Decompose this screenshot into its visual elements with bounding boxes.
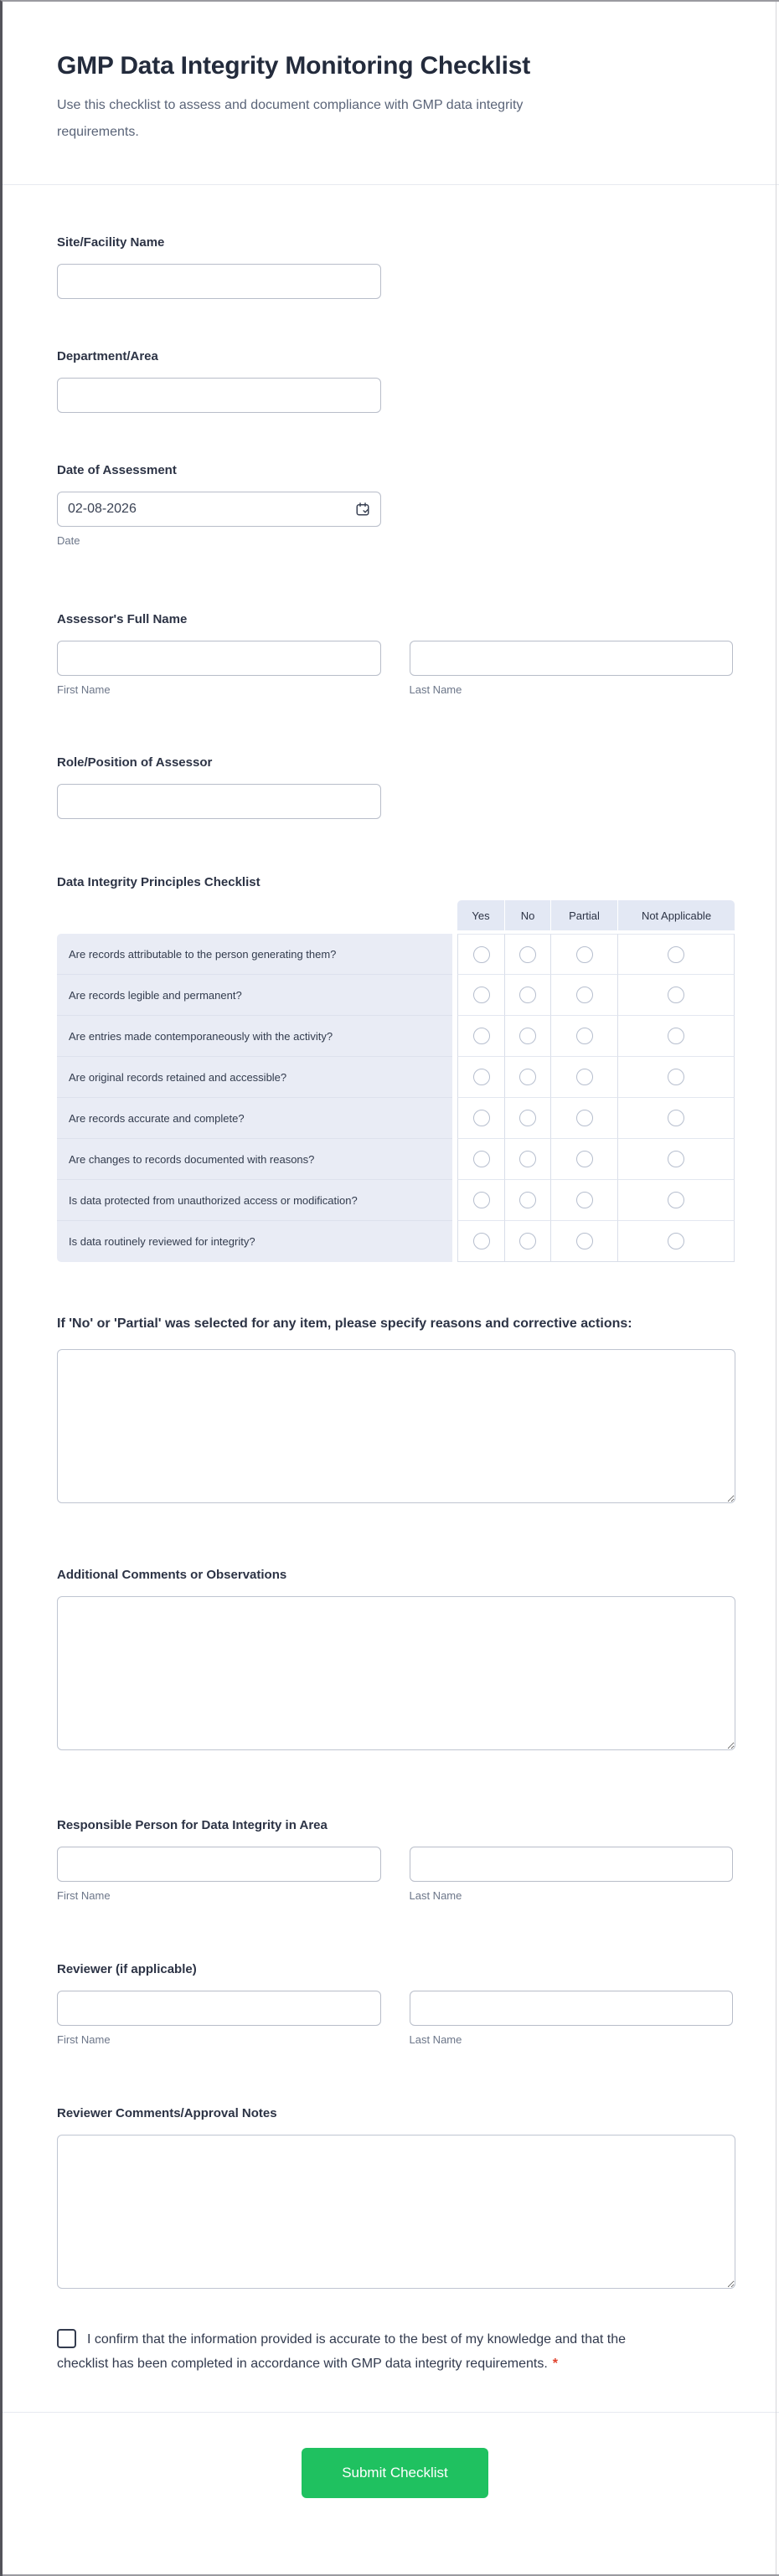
role-input[interactable] [57, 784, 381, 819]
matrix-row-label: Are changes to records documented with reasons? [57, 1139, 452, 1180]
matrix-column-header-partial: Partial [550, 900, 617, 930]
matrix-row [57, 975, 735, 1016]
submit-button[interactable]: Submit Checklist [302, 2448, 488, 2498]
matrix-radio-cell [550, 1016, 617, 1057]
matrix-radio-cell [504, 1098, 550, 1139]
matrix-radio-cell [617, 934, 735, 975]
matrix-header [57, 900, 735, 930]
matrix-radio-cell [457, 1180, 504, 1221]
form-footer [3, 2412, 779, 2498]
field-confirmation [57, 2327, 733, 2376]
radio-3-not-applicable[interactable] [668, 1028, 684, 1044]
matrix-rows [57, 934, 735, 1262]
field-comments [57, 1568, 733, 1754]
form-body [3, 235, 779, 2376]
field-assessor-name [57, 612, 733, 696]
field-reviewer [57, 1962, 733, 2046]
radio-6-no[interactable] [519, 1151, 536, 1167]
site-input[interactable] [57, 264, 381, 299]
responsible-first-name-input[interactable] [57, 1847, 381, 1882]
radio-2-not-applicable[interactable] [668, 987, 684, 1003]
field-site [57, 235, 733, 299]
matrix-radio-cell [457, 1016, 504, 1057]
responsible-first-name-sublabel: First Name [57, 1889, 111, 1902]
corrective-textarea[interactable] [57, 1349, 735, 1503]
radio-5-yes[interactable] [473, 1110, 490, 1126]
radio-6-partial[interactable] [576, 1151, 593, 1167]
radio-3-yes[interactable] [473, 1028, 490, 1044]
matrix-row [57, 1180, 735, 1221]
matrix-row [57, 934, 735, 975]
matrix-row [57, 1098, 735, 1139]
radio-5-not-applicable[interactable] [668, 1110, 684, 1126]
date-sublabel: Date [57, 534, 80, 547]
site-label: Site/Facility Name [57, 235, 165, 250]
matrix-column-header-no: No [504, 900, 550, 930]
radio-1-yes[interactable] [473, 946, 490, 963]
matrix-radio-cell [504, 934, 550, 975]
radio-4-yes[interactable] [473, 1069, 490, 1085]
matrix-radio-cell [457, 934, 504, 975]
assessor-first-name-sublabel: First Name [57, 683, 111, 696]
matrix-radio-cell [617, 1016, 735, 1057]
required-asterisk: * [552, 2357, 559, 2371]
matrix-column-header-not-applicable: Not Applicable [617, 900, 735, 930]
radio-6-not-applicable[interactable] [668, 1151, 684, 1167]
radio-2-no[interactable] [519, 987, 536, 1003]
department-input[interactable] [57, 378, 381, 413]
responsible-last-name-sublabel: Last Name [409, 1889, 462, 1902]
assessor-last-name-input[interactable] [410, 641, 734, 676]
corrective-label: If 'No' or 'Partial' was selected for any item, please specify reasons and corrective actions: [57, 1316, 632, 1331]
radio-5-no[interactable] [519, 1110, 536, 1126]
radio-4-not-applicable[interactable] [668, 1069, 684, 1085]
assessor-last-name-sublabel: Last Name [409, 683, 462, 696]
matrix-radio-cell [617, 1221, 735, 1262]
field-responsible [57, 1818, 733, 1902]
matrix-radio-cell [457, 1139, 504, 1180]
matrix-row-label: Are records attributable to the person generating them? [57, 934, 452, 975]
matrix-label: Data Integrity Principles Checklist [57, 875, 261, 889]
matrix-radio-cell [617, 975, 735, 1016]
comments-textarea[interactable] [57, 1596, 735, 1750]
radio-8-partial[interactable] [576, 1233, 593, 1249]
radio-1-partial[interactable] [576, 946, 593, 963]
matrix-radio-cell [617, 1057, 735, 1098]
matrix-radio-cell [457, 1221, 504, 1262]
matrix-row [57, 1016, 735, 1057]
assessor-first-name-input[interactable] [57, 641, 381, 676]
matrix-radio-cell [550, 934, 617, 975]
radio-7-yes[interactable] [473, 1192, 490, 1208]
matrix-radio-cell [457, 1098, 504, 1139]
reviewer-first-name-input[interactable] [57, 1991, 381, 2026]
reviewer-notes-label: Reviewer Comments/Approval Notes [57, 2106, 277, 2120]
matrix-header-spacer [57, 900, 452, 930]
radio-1-no[interactable] [519, 946, 536, 963]
reviewer-notes-textarea[interactable] [57, 2135, 735, 2289]
matrix-row-label: Are records legible and permanent? [57, 975, 452, 1016]
responsible-label: Responsible Person for Data Integrity in Area [57, 1818, 328, 1832]
confirmation-text: I confirm that the information provided is accurate to the best of my knowledge and that the checklist has been completed in accordance with GMP data integrity requirements. [57, 2332, 627, 2371]
matrix-row-label: Is data protected from unauthorized access or modification? [57, 1180, 452, 1221]
reviewer-last-name-sublabel: Last Name [409, 2033, 462, 2046]
matrix-column-header-yes: Yes [457, 900, 504, 930]
matrix-radio-cell [550, 1057, 617, 1098]
responsible-last-name-input[interactable] [410, 1847, 734, 1882]
matrix-row-label: Is data routinely reviewed for integrity? [57, 1221, 452, 1262]
radio-7-no[interactable] [519, 1192, 536, 1208]
field-role [57, 755, 733, 819]
radio-3-no[interactable] [519, 1028, 536, 1044]
reviewer-last-name-input[interactable] [410, 1991, 734, 2026]
matrix-radio-cell [504, 1139, 550, 1180]
matrix-row [57, 1221, 735, 1262]
radio-2-partial[interactable] [576, 987, 593, 1003]
field-matrix [57, 875, 733, 1262]
matrix-row [57, 1139, 735, 1180]
matrix-row-label: Are original records retained and accessible? [57, 1057, 452, 1098]
matrix-radio-cell [457, 1057, 504, 1098]
matrix-radio-cell [504, 1180, 550, 1221]
field-corrective [57, 1311, 733, 1507]
form-header [3, 2, 779, 185]
field-reviewer-notes [57, 2106, 733, 2293]
matrix-radio-cell [550, 1180, 617, 1221]
department-label: Department/Area [57, 349, 158, 363]
radio-2-yes[interactable] [473, 987, 490, 1003]
field-department [57, 349, 733, 413]
matrix-row-label: Are entries made contemporaneously with the activity? [57, 1016, 452, 1057]
date-label: Date of Assessment [57, 463, 177, 477]
confirmation-row [57, 2327, 647, 2376]
radio-8-not-applicable[interactable] [668, 1233, 684, 1249]
radio-8-no[interactable] [519, 1233, 536, 1249]
page-subtitle: Use this checklist to assess and document compliance with GMP data integrity requirements. [57, 98, 524, 139]
matrix-row-label: Are records accurate and complete? [57, 1098, 452, 1139]
field-date [57, 463, 733, 547]
radio-3-partial[interactable] [576, 1028, 593, 1044]
matrix-radio-cell [550, 1098, 617, 1139]
radio-4-no[interactable] [519, 1069, 536, 1085]
matrix-radio-cell [550, 1139, 617, 1180]
radio-7-partial[interactable] [576, 1192, 593, 1208]
matrix-radio-cell [550, 975, 617, 1016]
assessor-label: Assessor's Full Name [57, 612, 188, 626]
matrix-row [57, 1057, 735, 1098]
matrix-radio-cell [617, 1180, 735, 1221]
matrix-radio-cell [504, 1221, 550, 1262]
radio-4-partial[interactable] [576, 1069, 593, 1085]
matrix-radio-cell [504, 1016, 550, 1057]
role-label: Role/Position of Assessor [57, 755, 213, 770]
reviewer-first-name-sublabel: First Name [57, 2033, 111, 2046]
date-input[interactable] [57, 492, 381, 527]
matrix-table [57, 900, 735, 1262]
matrix-radio-cell [550, 1221, 617, 1262]
matrix-radio-cell [504, 975, 550, 1016]
radio-1-not-applicable[interactable] [668, 946, 684, 963]
confirmation-checkbox[interactable] [57, 2329, 76, 2348]
matrix-radio-cell [617, 1139, 735, 1180]
radio-8-yes[interactable] [473, 1233, 490, 1249]
comments-label: Additional Comments or Observations [57, 1568, 287, 1582]
radio-5-partial[interactable] [576, 1110, 593, 1126]
reviewer-label: Reviewer (if applicable) [57, 1962, 197, 1976]
radio-6-yes[interactable] [473, 1151, 490, 1167]
matrix-radio-cell [504, 1057, 550, 1098]
radio-7-not-applicable[interactable] [668, 1192, 684, 1208]
page-title: GMP Data Integrity Monitoring Checklist [57, 52, 531, 80]
matrix-radio-cell [457, 975, 504, 1016]
matrix-radio-cell [617, 1098, 735, 1139]
